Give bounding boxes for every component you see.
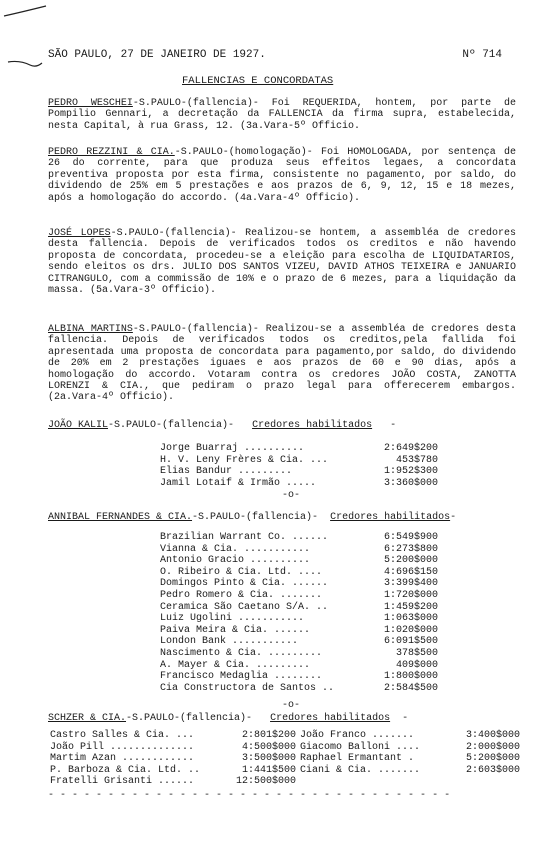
creditor-name: Castro Salles & Cia. ... xyxy=(50,730,195,741)
bulletin-header xyxy=(18,50,518,66)
creditor-name: João Pill .............. xyxy=(50,741,195,753)
creditor-row xyxy=(160,466,438,478)
creditor-name: Ceramica São Caetano S/A. .. xyxy=(160,601,329,613)
creditor-row xyxy=(160,683,438,695)
creditor-name: Jorge Buarraj .......... xyxy=(160,443,305,454)
creditor-amount: 12:500$000 xyxy=(235,776,296,788)
creditor-name: Luiz Ugolini ........... xyxy=(160,613,305,625)
creditor-amount: 1:063$000 xyxy=(383,613,438,625)
creditor-amount: 3:360$000 xyxy=(383,477,438,489)
section-title: FALLENCIAS E CONCORDATAS xyxy=(182,75,334,87)
creditor-name: P. Barboza & Cia. Ltd. .. xyxy=(50,764,201,776)
creditors-label: Credores habilitados xyxy=(270,713,391,724)
creditor-amount: 1:459$200 xyxy=(383,601,438,613)
debtor-suffix: -S.PAULO-(fallencia)- xyxy=(108,420,235,431)
creditors-list xyxy=(160,443,438,489)
notice-lead: ALBINA MARTINS xyxy=(48,324,133,335)
creditors-two-column-list xyxy=(50,730,530,788)
creditors-heading: ANNIBAL FERNANDES & CIA.-S.PAULO-(fallencia)- Credores habilitados- xyxy=(48,512,457,523)
creditor-row xyxy=(50,776,530,788)
notice-paragraph xyxy=(48,98,516,132)
creditors-heading: SCHZER & CIA.-S.PAULO-(fallencia)- Credores habilitados - xyxy=(48,713,409,724)
creditor-name: Domingos Pinto & Cia. ...... xyxy=(160,578,329,590)
creditor-name: Cia Constructora de Santos .. xyxy=(160,682,335,694)
notice-text: -S.PAULO-(homologação)- Foi HOMOLOGADA, por sentença de 26 do corrente, para que produza seus effeitos legaes, a concordata preventiva proposta por esta firma, consistente no pagamento, por saldo, do dividendo de 25% em 5 prestações e aos prazos de 6, 9, 12, 15 e 18 mezes, após a homologação do accordo. (4a.Vara-4º Officio). xyxy=(48,147,516,204)
notice-text: -S.PAULO-(fallencia)- Realizou-se a assembléa de credores desta fallencia. Depois de verificados todos os creditos,pela fallida foi apresentada uma proposta de concordata para pagamento,por saldo, do dividendo de 20% em 2 prestações iguaes e aos prazos de 60 e 90 dias, após a homologação do accordo. Votaram contra os credores JOÃO COSTA, ZANOTTA LORENZI & CIA., que pediram o prazo legal para offerecerem embargos. (2a.Vara-4º Officio). xyxy=(48,324,517,404)
creditor-row xyxy=(160,636,438,648)
creditor-amount: 2:584$500 xyxy=(383,682,438,694)
creditor-amount: 378$500 xyxy=(395,647,438,659)
creditor-row xyxy=(160,578,438,590)
debtor-suffix: -S.PAULO-(fallencia)- xyxy=(192,512,319,523)
creditor-name: Antonio Gracio .......... xyxy=(160,555,311,567)
creditor-row xyxy=(160,590,438,602)
notice-paragraph xyxy=(48,324,516,404)
debtor-name: ANNIBAL FERNANDES & CIA. xyxy=(48,512,193,523)
creditor-name: Francisco Medaglia ........ xyxy=(160,671,323,683)
creditor-name: Jamil Lotaif & Irmão ..... xyxy=(160,477,317,489)
footer-dash-line: - - - - - - - - - - - - - - - - - - - - - - - - - - - - - - - - - - xyxy=(48,790,451,801)
creditor-row xyxy=(160,671,438,683)
creditor-name: João Franco ....... xyxy=(300,730,415,741)
creditor-row xyxy=(160,478,438,490)
creditor-row xyxy=(160,602,438,614)
creditor-row xyxy=(50,730,530,742)
creditor-row xyxy=(50,765,530,777)
bulletin-number: Nº 714 xyxy=(462,49,502,61)
section-separator: -o- xyxy=(282,700,301,711)
creditors-heading: JOÃO KALIL-S.PAULO-(fallencia)- Credores habilitados - xyxy=(48,420,397,431)
creditor-name: O. Ribeiro & Cia. Ltd. .... xyxy=(160,566,323,578)
notice-paragraph xyxy=(48,147,516,204)
creditor-amount: 2:649$200 xyxy=(383,443,438,454)
debtor-suffix: -S.PAULO-(fallencia)- xyxy=(126,713,253,724)
creditor-amount: 6:273$800 xyxy=(383,543,438,555)
notice-lead: PEDRO WESCHEI xyxy=(48,98,133,109)
creditor-amount: 3:400$000 xyxy=(465,730,520,741)
creditor-name: Fratelli Grisanti ...... xyxy=(50,776,195,788)
creditor-amount: 6:091$500 xyxy=(383,636,438,648)
creditor-name xyxy=(296,776,450,788)
creditors-label: Credores habilitados xyxy=(252,420,373,431)
creditor-amount: 409$000 xyxy=(395,659,438,671)
debtor-name: JOÃO KALIL xyxy=(48,420,109,431)
creditor-amount: 4:696$150 xyxy=(383,566,438,578)
creditor-amount: 2:801$200 xyxy=(241,730,296,741)
creditor-name: H. V. Leny Frères & Cia. ... xyxy=(160,454,329,466)
creditor-row xyxy=(160,648,438,660)
creditor-row xyxy=(160,567,438,579)
creditor-amount: 5:200$000 xyxy=(383,555,438,567)
creditor-amount: 3:500$000 xyxy=(241,753,296,765)
creditor-row xyxy=(160,532,438,544)
creditor-name: Nascimento & Cia. ......... xyxy=(160,647,323,659)
section-separator: -o- xyxy=(282,490,301,501)
creditor-amount: 453$780 xyxy=(395,454,438,466)
creditor-name: Elias Bandur ......... xyxy=(160,466,293,478)
creditor-name: Paiva Meira & Cia. ...... xyxy=(160,624,311,636)
creditor-row xyxy=(50,753,530,765)
creditor-amount: 2:603$000 xyxy=(465,764,520,776)
notice-lead: PEDRO REZZINI & CIA. xyxy=(48,147,175,158)
notice-lead: JOSÉ LOPES xyxy=(48,228,111,239)
creditor-amount: 1:952$300 xyxy=(383,466,438,478)
creditor-amount: 5:200$000 xyxy=(465,753,520,765)
creditor-amount: 3:399$400 xyxy=(383,578,438,590)
creditor-name: Martim Azan ............ xyxy=(50,753,195,765)
creditor-name: Brazilian Warrant Co. ...... xyxy=(160,532,329,543)
bulletin-date: SÃO PAULO, 27 DE JANEIRO DE 1927. xyxy=(48,49,266,61)
debtor-name: SCHZER & CIA. xyxy=(48,713,127,724)
creditor-amount: 2:000$000 xyxy=(465,741,520,753)
creditor-row xyxy=(160,455,438,467)
creditor-row xyxy=(160,625,438,637)
creditor-row xyxy=(50,742,530,754)
notice-paragraph xyxy=(48,228,516,296)
creditor-name: London Bank ........... xyxy=(160,636,299,648)
creditor-name: A. Mayer & Cia. ......... xyxy=(160,659,311,671)
creditor-name: Pedro Romero & Cia. ....... xyxy=(160,589,323,601)
creditor-name: Giacomo Balloni .... xyxy=(300,741,421,753)
creditor-amount: 4:500$000 xyxy=(241,741,296,753)
creditor-name: Ciani & Cia. ....... xyxy=(300,764,421,776)
creditor-row xyxy=(160,443,438,455)
creditor-row xyxy=(160,544,438,556)
creditor-amount: 1:020$000 xyxy=(383,624,438,636)
creditor-amount: 1:720$000 xyxy=(383,589,438,601)
creditor-amount: 1:800$000 xyxy=(383,671,438,683)
creditors-list xyxy=(160,532,438,694)
creditor-row xyxy=(160,613,438,625)
creditor-amount: 1:441$500 xyxy=(241,764,296,776)
notice-text: -S.PAULO-(fallencia)- Foi REQUERIDA, hontem, por parte de Pompilio Gennari, a decretação da FALLENCIA da firma supra, estabelecida, nesta Capital, à rua Grass, 12. (3a.Vara-5º Officio. xyxy=(48,98,516,132)
notice-text: -S.PAULO-(fallencia)- Realizou-se hontem, a assembléa de credores desta fallencia. Depois de verificados todos os creditos e não havendo proposta de concordata, procedeu-se a eleição para escolha de LIQUIDATARIOS, sendo eleitos os drs. JULIO DOS SANTOS VIZEU, DAVID ATHOS TEIXEIRA e JANUARIO CITRANGULO, com a commissão de 10% e o prazo de 6 mezes, para a liquidação da massa. (5a.Vara-3º Officio). xyxy=(48,228,516,297)
creditor-row xyxy=(160,555,438,567)
creditor-name: Vianna & Cia. ........... xyxy=(160,543,311,555)
creditors-label: Credores habilitados xyxy=(330,512,451,523)
creditor-name: Raphael Ermantant . xyxy=(300,753,415,765)
creditor-amount: 6:549$900 xyxy=(383,532,438,543)
creditor-row xyxy=(160,660,438,672)
creditor-amount xyxy=(450,776,520,788)
